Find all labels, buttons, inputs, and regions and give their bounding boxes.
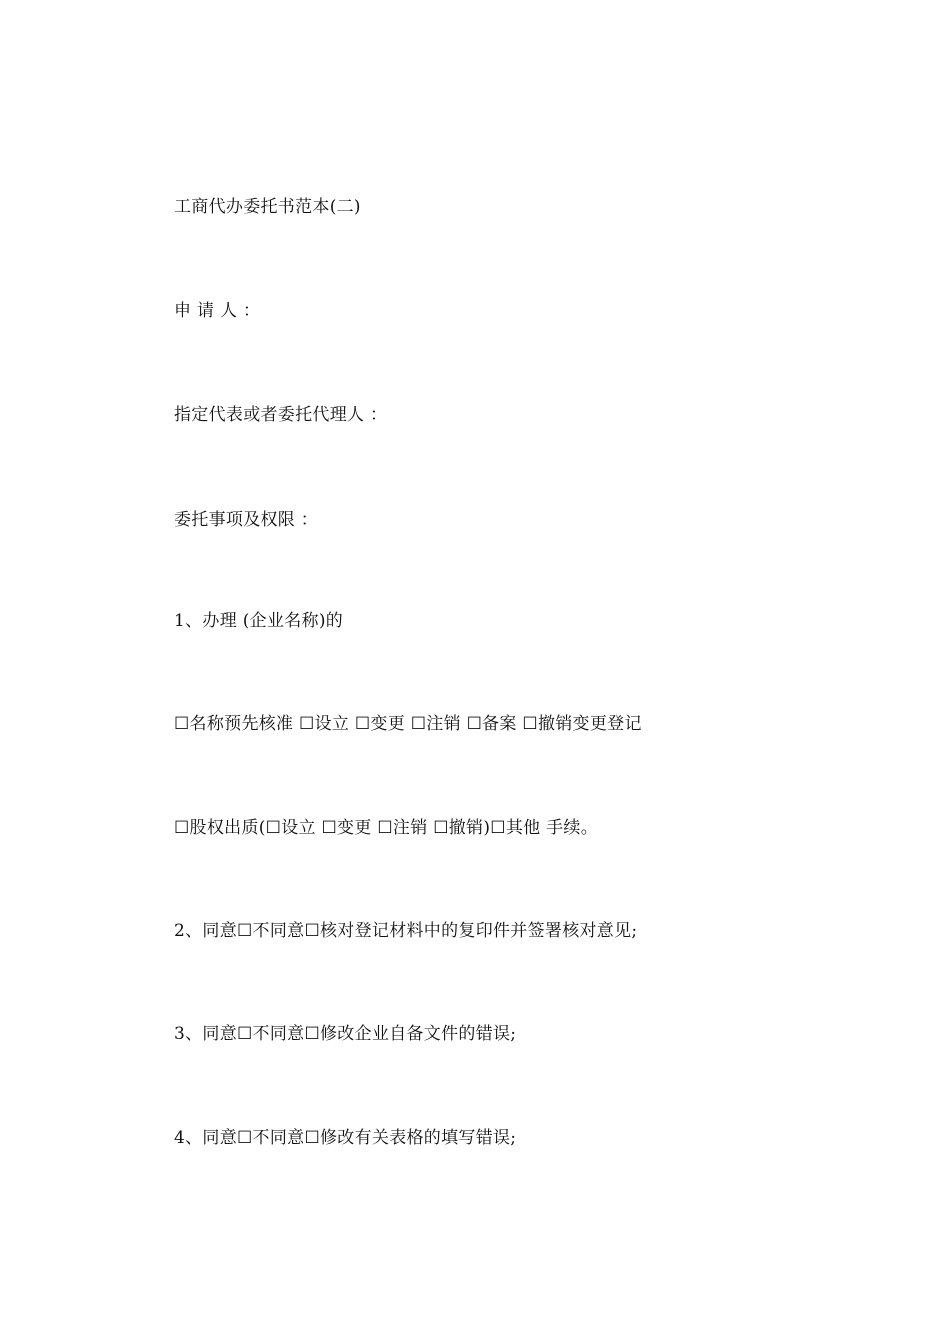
item1-intro: 1、办理 (企业名称)的 bbox=[174, 611, 344, 631]
item1-options-b: ☐股权出质(☐设立 ☐变更 ☐注销 ☐撤销)☐其他 手续。 bbox=[174, 818, 599, 838]
document-title: 工商代办委托书范本(二) bbox=[174, 197, 361, 217]
agent-label: 指定代表或者委托代理人 ： bbox=[174, 405, 388, 425]
item1-options-a: ☐名称预先核准 ☐设立 ☐变更 ☐注销 ☐备案 ☐撤销变更登记 bbox=[174, 714, 642, 734]
item2-text: 2、同意☐不同意☐核对登记材料中的复印件并签署核对意见; bbox=[174, 921, 638, 941]
item4-text: 4、同意☐不同意☐修改有关表格的填写错误; bbox=[174, 1128, 517, 1148]
applicant-label: 申 请 人 ： bbox=[174, 301, 261, 321]
item3-text: 3、同意☐不同意☐修改企业自备文件的错误; bbox=[174, 1024, 517, 1044]
scope-label: 委托事项及权限 ： bbox=[174, 510, 319, 530]
